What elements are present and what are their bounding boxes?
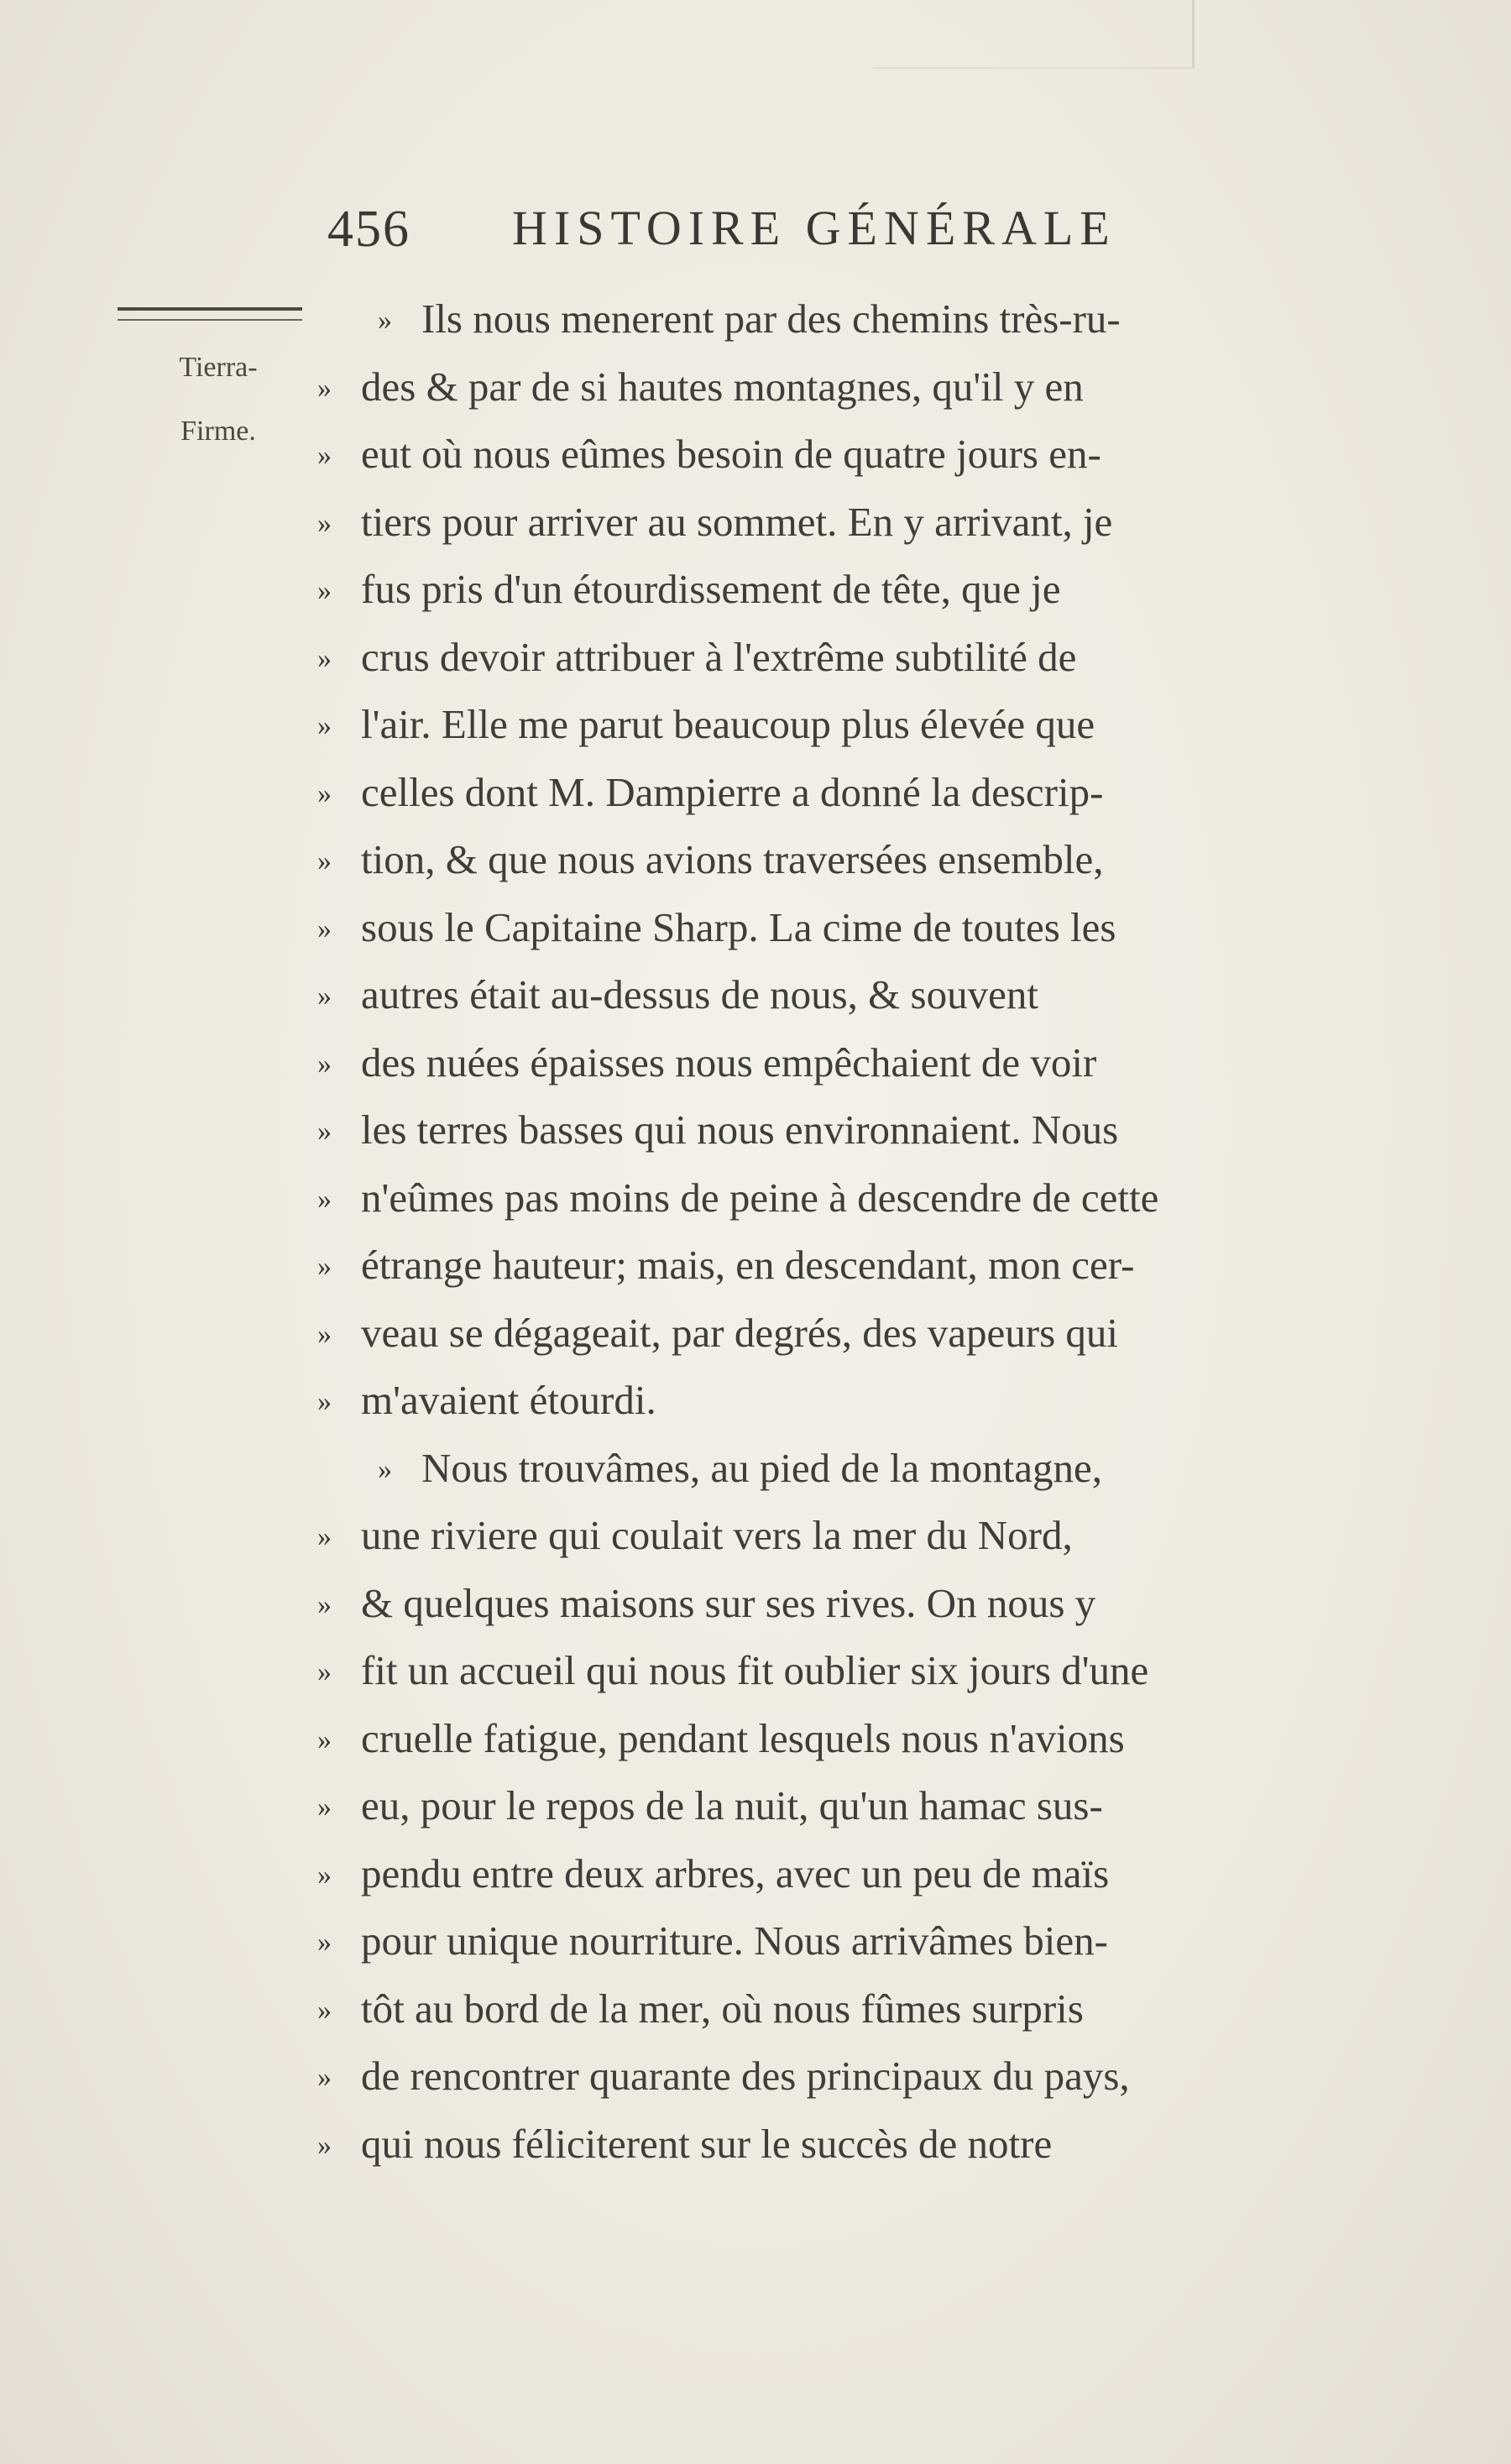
page-number: 456 [327, 201, 410, 258]
quote-mark: » [317, 507, 332, 539]
text-line: » l'air. Elle me parut beaucoup plus élevée que [317, 691, 1368, 759]
quote-mark: » [317, 1994, 332, 2026]
text-line: » fus pris d'un étourdissement de tête, que je [317, 556, 1368, 624]
margin-note [126, 336, 311, 463]
text-line: » eu, pour le repos de la nuit, qu'un hamac sus- [317, 1772, 1368, 1840]
text-line: » m'avaient étourdi. [317, 1367, 1368, 1435]
quote-mark: » [317, 1318, 332, 1350]
margin-note-line-2: Firme. [180, 416, 256, 447]
margin-note-line-1: Tierra- [179, 352, 258, 383]
text-line: » fit un accueil qui nous fit oublier six jours d'une [317, 1637, 1368, 1705]
body-text [317, 285, 1368, 2178]
quote-mark: » [317, 372, 332, 404]
quote-mark: » [317, 845, 332, 876]
text-line: » veau se dégageait, par degrés, des vapeurs qui [317, 1300, 1368, 1368]
text-line: » & quelques maisons sur ses rives. On nous y [317, 1570, 1368, 1638]
text-line: » pendu entre deux arbres, avec un peu de maïs [317, 1840, 1368, 1908]
quote-mark: » [317, 642, 332, 674]
text-line: » de rencontrer quarante des principaux du pays, [317, 2043, 1368, 2111]
margin-rule [118, 307, 302, 321]
quote-mark: » [317, 1588, 332, 1620]
quote-mark: » [317, 1792, 332, 1823]
library-stamp-fragment [873, 0, 1195, 69]
running-title: HISTOIRE GÉNÉRALE [512, 201, 1116, 255]
text-line: » eut où nous eûmes besoin de quatre jours en- [317, 421, 1368, 489]
quote-mark: » [317, 1183, 332, 1215]
text-line: » pour unique nourriture. Nous arrivâmes bien- [317, 1907, 1368, 1975]
quote-mark: » [317, 2062, 332, 2093]
quote-mark: » [317, 575, 332, 606]
quote-mark: » [378, 1453, 392, 1485]
text-line: » les terres basses qui nous environnaient. Nous [317, 1096, 1368, 1164]
quote-mark: » [317, 1927, 332, 1958]
quote-mark: » [317, 1656, 332, 1687]
quote-mark: » [378, 305, 392, 336]
text-line: » celles dont M. Dampierre a donné la descrip- [317, 759, 1368, 827]
quote-mark: » [317, 1116, 332, 1147]
quote-mark: » [317, 1859, 332, 1891]
text-line: » tiers pour arriver au sommet. En y arrivant, je [317, 489, 1368, 557]
text-line: » Nous trouvâmes, au pied de la montagne, [317, 1435, 1368, 1503]
text-line: » des & par de si hautes montagnes, qu'il y en [317, 353, 1368, 421]
text-line: » étrange hauteur; mais, en descendant, mon cer- [317, 1232, 1368, 1300]
page-header [327, 200, 1226, 267]
text-line: » autres était au-dessus de nous, & souvent [317, 961, 1368, 1029]
text-line: » sous le Capitaine Sharp. La cime de toutes les [317, 894, 1368, 962]
quote-mark: » [317, 1521, 332, 1552]
quote-mark: » [317, 981, 332, 1012]
text-line: » Ils nous menerent par des chemins très-ru- [317, 285, 1368, 353]
quote-mark: » [317, 777, 332, 809]
text-line: » tion, & que nous avions traversées ensemble, [317, 826, 1368, 894]
text-line: » n'eûmes pas moins de peine à descendre de cette [317, 1164, 1368, 1232]
quote-mark: » [317, 1386, 332, 1417]
text-line: » une riviere qui coulait vers la mer du Nord, [317, 1502, 1368, 1570]
quote-mark: » [317, 710, 332, 741]
text-line: » cruelle fatigue, pendant lesquels nous n'avions [317, 1705, 1368, 1773]
text-line: » crus devoir attribuer à l'extrême subtilité de [317, 624, 1368, 692]
quote-mark: » [317, 1251, 332, 1282]
text-line: » qui nous féliciterent sur le succès de notre [317, 2111, 1368, 2179]
text-line: » des nuées épaisses nous empêchaient de voir [317, 1029, 1368, 1097]
quote-mark: » [317, 1724, 332, 1755]
quote-mark: » [317, 1048, 332, 1080]
quote-mark: » [317, 2129, 332, 2161]
quote-mark: » [317, 440, 332, 471]
text-line: » tôt au bord de la mer, où nous fûmes surpris [317, 1975, 1368, 2043]
quote-mark: » [317, 913, 332, 944]
